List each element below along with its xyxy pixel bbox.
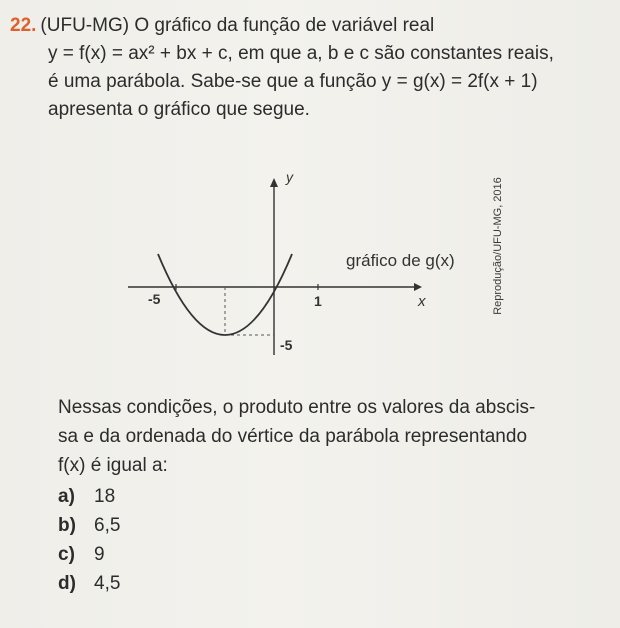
option-letter: d) [58,573,76,594]
question-number: 22. [10,15,37,36]
curve-label: gráfico de g(x) [346,251,455,270]
option-d [58,569,120,598]
option-b [58,511,120,540]
option-value: 6,5 [94,515,121,536]
answer-options [58,482,120,598]
y-axis-arrow [270,178,278,187]
x-axis-arrow [414,283,422,291]
option-value: 18 [94,486,116,507]
parabola-graph [118,170,478,360]
tick-label-x-pos: 1 [314,293,322,309]
option-letter: b) [58,515,76,536]
y-axis-label: y [286,170,293,185]
option-value: 9 [94,544,105,565]
prompt-line-3: f(x) é igual a: [58,455,168,476]
option-c [58,540,120,569]
parabola-figure [118,170,478,360]
option-letter: c) [58,544,75,565]
option-a [58,482,120,511]
question-line-3: é uma parábola. Sabe-se que a função y = g(x) = 2f(x + 1) [48,71,538,92]
prompt-line-2: sa e da ordenada do vértice da parábola representando [58,426,528,447]
question-statement [10,12,610,124]
image-credit: Reprodução/UFU-MG, 2016 [492,177,504,315]
question-line-1: 22. (UFU-MG) O gráfico da função de variável real [10,15,435,36]
question-line-4: apresenta o gráfico que segue. [48,99,310,120]
question-line-2: y = f(x) = ax² + bx + c, em que a, b e c são constantes reais, [48,43,554,64]
option-letter: a) [58,486,75,507]
option-value: 4,5 [94,573,121,594]
x-axis-label: x [418,293,426,310]
question-prompt [58,393,603,480]
tick-label-y-neg: -5 [280,337,293,353]
tick-label-x-neg: -5 [148,291,161,307]
prompt-line-1: Nessas condições, o produto entre os valores da abscis- [58,397,536,418]
